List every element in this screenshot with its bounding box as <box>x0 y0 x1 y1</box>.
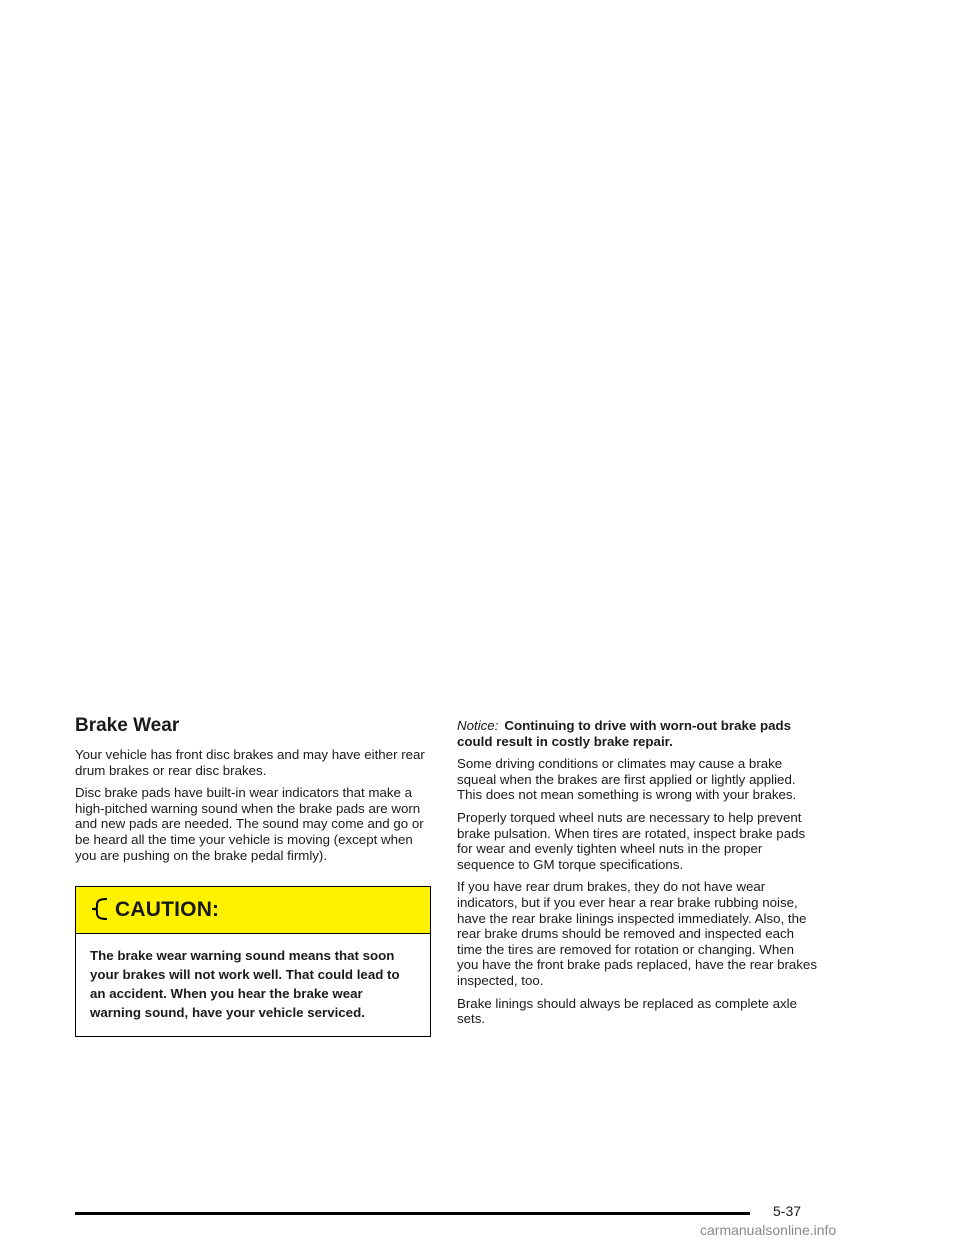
caution-text: The brake wear warning sound means that soon your brakes will not work well. That could lead to an accident. When you hear the brake wear warning sound, have your vehicle serviced. <box>90 948 400 1020</box>
right-column <box>457 718 819 1034</box>
page-number: 5-37 <box>773 1203 802 1219</box>
paragraph-brake-squeal: Some driving conditions or climates may cause a brake squeal when the brakes are first applied or lightly applied. This does not mean something is wrong with your brakes. <box>457 756 797 803</box>
notice-label: Notice: <box>457 718 499 733</box>
paragraph-wear-indicators: Disc brake pads have built-in wear indicators that make a high-pitched warning sound when the brake pads are worn and new pads are needed. The sound may come and go or be heard all the time your vehicle is moving (except when you are pushing on the brake pedal firmly). <box>75 785 424 863</box>
caution-header <box>76 887 430 934</box>
paragraph-rear-drum-brakes: If you have rear drum brakes, they do not have wear indicators, but if you ever hear a rear brake rubbing noise, have the rear brake linings inspected immediately. Also, the rear brake drums should be removed and inspected each time the tires are removed for rotation or changing. When you have the front brake pads replaced, have the rear brakes inspected, too. <box>457 879 817 988</box>
paragraph-wheel-nuts: Properly torqued wheel nuts are necessary to help prevent brake pulsation. When tires are rotated, inspect brake pads for wear and evenly tighten wheel nuts in the proper sequence to GM torque specifications. <box>457 809 806 872</box>
watermark: carmanualsonline.info <box>700 1222 837 1238</box>
paragraph-brake-linings: Brake linings should always be replaced as complete axle sets. <box>457 995 797 1027</box>
caution-bracket-icon <box>89 897 111 921</box>
section-title: Brake Wear <box>75 715 180 736</box>
paragraph-brake-types: Your vehicle has front disc brakes and may have either rear drum brakes or rear disc brakes. <box>75 747 425 778</box>
footer-rule <box>75 1212 750 1215</box>
left-column <box>75 714 431 1037</box>
caution-box <box>75 886 431 1037</box>
notice-paragraph <box>457 718 819 749</box>
caution-label: CAUTION: <box>115 898 220 922</box>
notice-text: Continuing to drive with worn-out brake pads could result in costly brake repair. <box>457 718 792 749</box>
